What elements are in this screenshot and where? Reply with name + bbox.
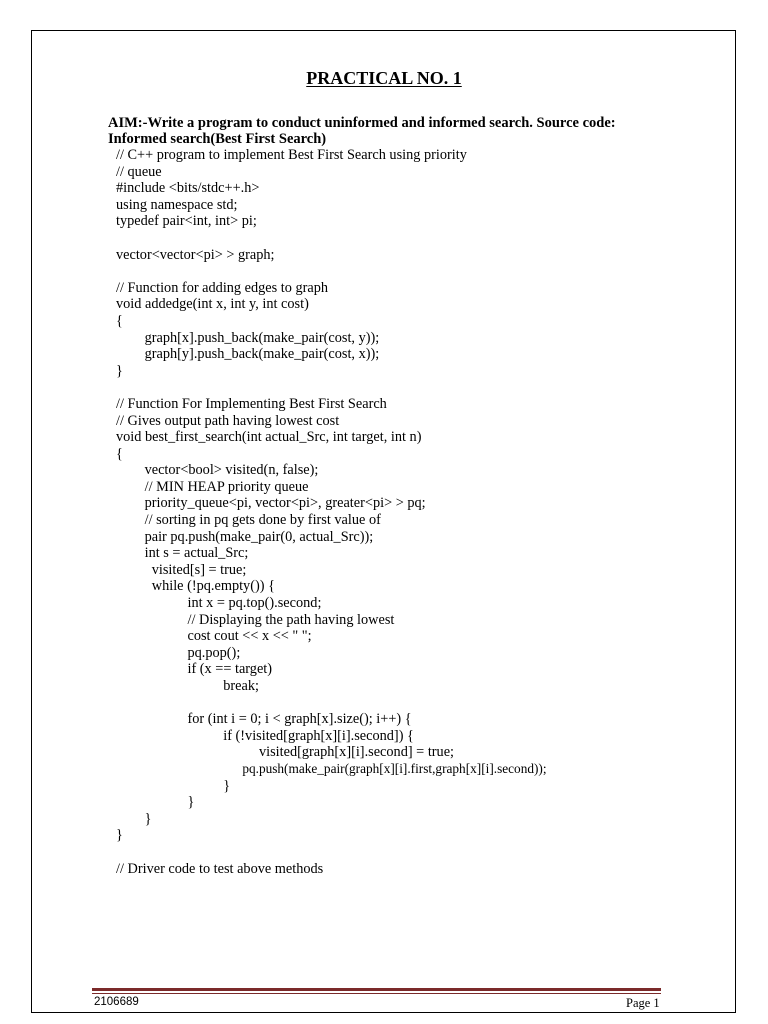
footer-page-number: Page 1 <box>626 996 660 1010</box>
code-line <box>116 263 716 280</box>
aim-line-1: AIM:-Write a program to conduct uninformed and informed search. Source code: <box>108 115 616 131</box>
code-line: int x = pq.top().second; <box>116 595 322 612</box>
code-line: // sorting in pq gets done by first value of <box>116 512 381 529</box>
code-line: if (x == target) <box>116 661 273 678</box>
footer-student-id: 2106689 <box>94 996 139 1008</box>
code-line: // Gives output path having lowest cost <box>116 412 340 429</box>
code-line: } <box>116 827 123 844</box>
footer-rule <box>92 988 661 991</box>
code-line: // C++ program to implement Best First Search using priority <box>116 147 467 163</box>
code-line: break; <box>116 678 259 694</box>
code-line: vector<vector<pi> > graph; <box>116 246 275 263</box>
code-line: // queue <box>116 163 162 180</box>
code-line: { <box>116 445 123 462</box>
code-line: // Driver code to test above methods <box>116 860 324 877</box>
code-line: for (int i = 0; i < graph[x].size(); i++) { <box>116 711 412 728</box>
code-line: } <box>116 362 123 379</box>
code-line <box>116 230 716 247</box>
code-line <box>116 695 716 712</box>
code-line: graph[x].push_back(make_pair(cost, y)); <box>116 329 380 346</box>
code-line: typedef pair<int, int> pi; <box>116 213 257 230</box>
aim-line-2: Informed search(Best First Search) <box>108 131 327 147</box>
footer-rule-thin <box>92 993 661 994</box>
code-line <box>116 379 716 396</box>
code-line: // Function For Implementing Best First Search <box>116 395 387 412</box>
aim-heading <box>108 115 688 147</box>
code-line: } <box>116 794 195 811</box>
code-line: #include <bits/stdc++.h> <box>116 180 260 197</box>
code-line: if (!visited[graph[x][i].second]) { <box>116 727 414 744</box>
code-line <box>116 844 716 861</box>
code-line: while (!pq.empty()) { <box>116 578 275 595</box>
code-line: { <box>116 312 123 329</box>
code-line: cost cout << x << " "; <box>116 628 312 645</box>
code-line: void best_first_search(int actual_Src, int target, int n) <box>116 429 422 446</box>
code-line: pq.pop(); <box>116 644 241 661</box>
code-line: visited[graph[x][i].second] = true; <box>116 744 455 761</box>
code-line: priority_queue<pi, vector<pi>, greater<pi> > pq; <box>116 495 426 512</box>
code-line: void addedge(int x, int y, int cost) <box>116 296 309 313</box>
code-line: vector<bool> visited(n, false); <box>116 462 319 479</box>
code-line: pq.push(make_pair(graph[x][i].first,graph[x][i].second)); <box>116 760 547 776</box>
code-block <box>116 147 716 877</box>
code-line: pair pq.push(make_pair(0, actual_Src)); <box>116 528 374 545</box>
code-line: // MIN HEAP priority queue <box>116 478 309 495</box>
code-line: using namespace std; <box>116 196 238 213</box>
code-line: // Function for adding edges to graph <box>116 279 329 296</box>
code-line: visited[s] = true; <box>116 561 247 578</box>
page-title: PRACTICAL NO. 1 <box>306 68 462 88</box>
code-line: int s = actual_Src; <box>116 545 249 562</box>
code-line: graph[y].push_back(make_pair(cost, x)); <box>116 346 380 363</box>
code-line: } <box>116 810 152 827</box>
code-line: // Displaying the path having lowest <box>116 611 395 628</box>
code-line: } <box>116 777 231 794</box>
